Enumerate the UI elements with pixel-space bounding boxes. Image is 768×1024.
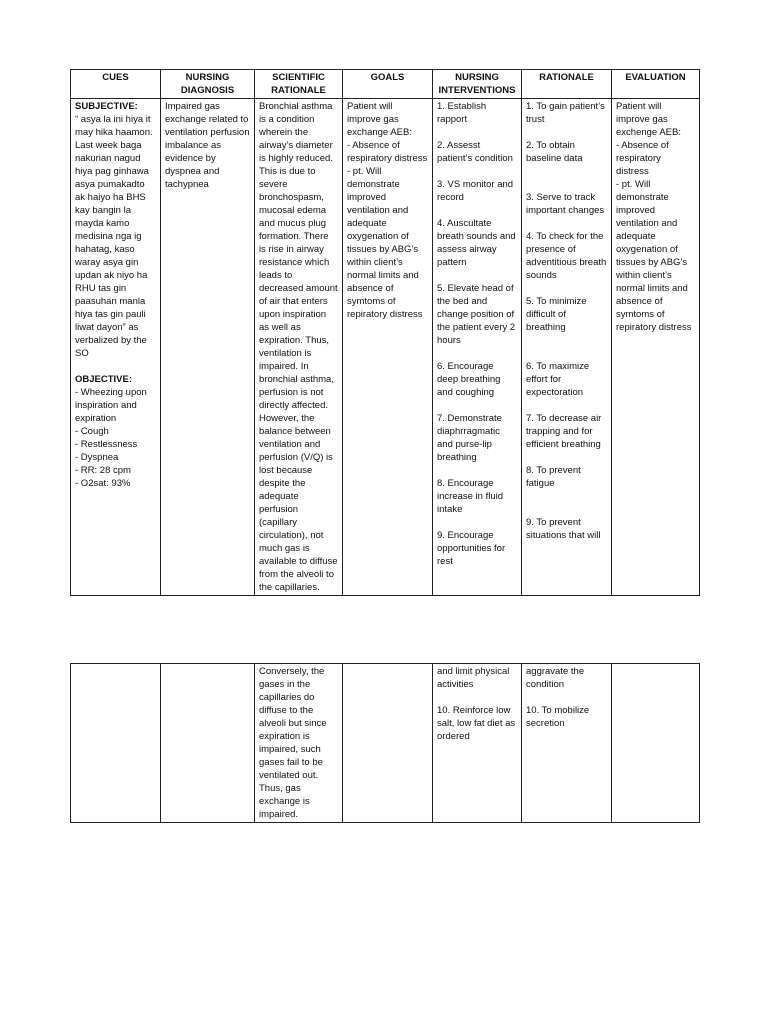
rationale-cell [522, 99, 612, 596]
list-item: and limit physical activities [437, 666, 510, 690]
cues-cell-empty [71, 664, 161, 823]
list-item: 3. VS monitor and record [437, 179, 514, 203]
cues-cell [71, 99, 161, 596]
header-nursing-diagnosis: NURSING DIAGNOSIS [161, 70, 255, 99]
care-plan-table-page-top [70, 69, 700, 596]
list-item: 6. Encourage deep breathing and coughing [437, 361, 501, 398]
list-item: 4. Auscultate breath sounds and assess airway pattern [437, 218, 516, 268]
header-scientific-rationale: SCIENTIFIC RATIONALE [255, 70, 343, 99]
diagnosis-cell-empty [161, 664, 255, 823]
list-item: 5. Elevate head of the bed and change position of the patient every 2 hours [437, 283, 516, 346]
list-item: 5. To minimize difficult of breathing [526, 296, 587, 333]
scientific-rationale-cell: Conversely, the gases in the capillaries do diffuse to the alveoli but since expiration is impaired, such gases fail to be ventilated out. Thus, gas exchange is impaired. [255, 664, 343, 823]
objective-text: - Wheezing upon inspiration and expiration - Cough - Restlessness - Dyspnea - RR: 28 cpm - O2sat: 93% [75, 387, 147, 489]
evaluation-cell-empty [612, 664, 700, 823]
list-item: 8. Encourage increase in fluid intake [437, 478, 504, 515]
list-item: 8. To prevent fatigue [526, 465, 581, 489]
list-item: 6. To maximize effort for expectoration [526, 361, 590, 398]
table-row [71, 664, 700, 823]
subjective-label: SUBJECTIVE: [75, 101, 138, 112]
list-item: 7. Demonstrate diaphrragmatic and purse-lip breathing [437, 413, 502, 463]
header-row [71, 70, 700, 99]
header-cues: CUES [71, 70, 161, 99]
header-rationale: RATIONALE [522, 70, 612, 99]
header-nursing-interventions: NURSING INTERVENTIONS [433, 70, 522, 99]
goals-cell-empty [343, 664, 433, 823]
objective-label: OBJECTIVE: [75, 374, 133, 385]
list-item: 10. To mobilize secretion [526, 705, 590, 729]
evaluation-cell: Patient will improve gas exchenge AEB: - Absence of respiratory distress - pt. Will demonstrate improved ventilation and adequate oxygenation of tissues by ABG’s within client’s normal limits and absence of symtoms of repiratory distress [612, 99, 700, 596]
subjective-text: “ asya la ini hiya it may hika haamon. Last week baga nakurian nagud hiya pag ginhawa asya pumakadto ak haiyo ha BHS kay bangin la mayda kamo medisina nga ig hahatag, kaso waray asya gin updan ak niyo ha RHU tas gin paasuhan manla hiya tas gin pauli liwat dayon” as verbalized by the SO [75, 114, 153, 359]
interventions-cell [433, 99, 522, 596]
rationale-cell [522, 664, 612, 823]
list-item: 1. To gain patient’s trust [526, 101, 605, 125]
diagnosis-cell: Impaired gas exchange related to ventilation perfusion imbalance as evidence by dyspnea and tachypnea [161, 99, 255, 596]
list-item: 2. Assesst patient’s condition [437, 140, 513, 164]
goals-cell: Patient will improve gas exchange AEB: - Absence of respiratory distress - pt. Will demonstrate improved ventilation and adequate oxygenation of tissues by ABG’s within client’s normal limits and absence of symtoms of repiratory distress [343, 99, 433, 596]
list-item: aggravate the condition [526, 666, 585, 690]
list-item: 9. To prevent situations that will [526, 517, 601, 541]
list-item: 7. To decrease air trapping and for efficient breathing [526, 413, 602, 450]
list-item: 1. Establish rapport [437, 101, 487, 125]
list-item: 3. Serve to track important changes [526, 192, 605, 216]
scientific-rationale-cell: Bronchial asthma is a condition wherein the airway’s diameter is highly reduced. This is due to severe bronchospasm, mucosal edema and mucus plug formation. There is rise in airway resistance which leads to decreased amount of air that enters upon inspiration as well as expiration. Thus, ventilation is impaired. In bronchial asthma, perfusion is not directly affected. However, the balance between ventilation and perfusion (V/Q) is lost because despite the adequate perfusion (capillary circulation), not much gas is available to diffuse from the alveoli to the capillaries. [255, 99, 343, 596]
table-row [71, 99, 700, 596]
care-plan-table-page-continued [70, 663, 700, 823]
header-goals: GOALS [343, 70, 433, 99]
list-item: 2. To obtain baseline data [526, 140, 583, 164]
list-item: 4. To check for the presence of adventitious breath sounds [526, 231, 607, 281]
header-evaluation: EVALUATION [612, 70, 700, 99]
interventions-cell [433, 664, 522, 823]
list-item: 10. Reinforce low salt, low fat diet as ordered [437, 705, 516, 742]
list-item: 9. Encourage opportunities for rest [437, 530, 506, 567]
